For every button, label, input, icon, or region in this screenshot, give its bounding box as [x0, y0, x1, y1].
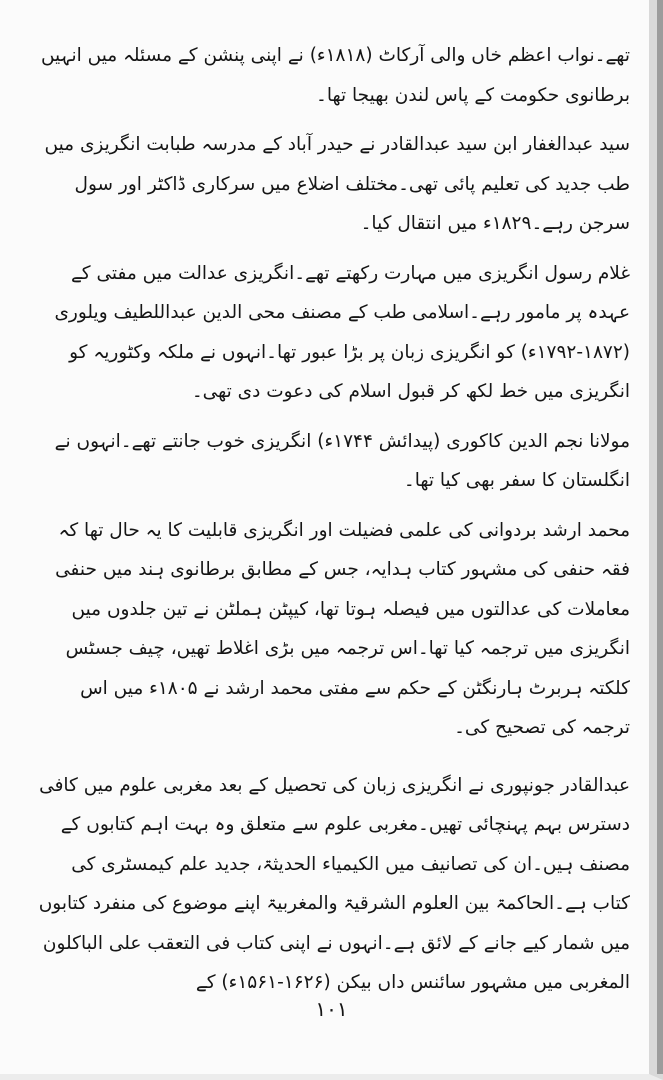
paragraph-nawab-azam-khan: تھے۔نواب اعظم خاں والی آرکاٹ (۱۸۱۸ء) نے اپنی پنشن کے مسئلہ میں انہیں برطانوی حکومت کے پاس لندن بھیجا تھا۔	[40, 45, 630, 106]
paragraph-abdul-qadir-jaunpuri: عبدالقادر جونپوری نے انگریزی زبان کی تحصیل کے بعد مغربی علوم میں کافی دسترس بہم پہنچائی تھیں۔مغربی علوم سے متعلق وہ بہت اہم کتابوں کے مصنف ہیں۔ان کی تصانیف میں الکیمیاء الحدیثۃ، جدید علم کیمسٹری کی کتاب ہے۔الحاکمۃ بین العلوم الشرقیۃ والمغربیۃ اپنے موضوع کی منفرد کتابوں میں شمار کیے جانے کے لائق ہے۔انہوں نے اپنی کتاب فی التعقب علی الباکلون المغربی میں مشہور سائنس داں بیکن (۱۶۲۶-۱۵۶۱ء) کے	[38, 774, 630, 993]
paragraph-muhammad-arshad-bardwani: محمد ارشد بردوانی کی علمی فضیلت اور انگریزی قابلیت کا یہ حال تھا کہ فقہ حنفی کی مشہور کتاب ہدایہ، جس کے مطابق برطانوی ہند میں حنفی معاملات کی عدالتوں میں فیصلہ ہوتا تھا، کیپٹن ہملٹن نے تین جلدوں میں انگریزی میں ترجمہ کیا تھا۔اس ترجمہ میں بڑی اغلاط تھیں، چیف جسٹس کلکتہ ہربرٹ ہارنگٹن کے حکم سے مفتی محمد ارشد نے ۱۸۰۵ء میں اس ترجمہ کی تصحیح کی۔	[55, 519, 630, 738]
paragraph-syed-abdul-ghaffar: سید عبدالغفار ابن سید عبدالقادر نے حیدر آباد کے مدرسہ طبابت انگریزی میں طب جدید کی تعلیم پائی تھی۔مختلف اضلاع میں سرکاری ڈاکٹر اور سول سرجن رہے۔۱۸۲۹ء میں انتقال کیا۔	[44, 134, 630, 234]
body-text	[30, 36, 630, 1021]
paragraph-najmuddin-kakori: مولانا نجم الدین کاکوری (پیدائش ۱۷۴۴ء) انگریزی خوب جانتے تھے۔انہوں نے انگلستان کا سفر بھی کیا تھا۔	[54, 430, 630, 491]
paragraph-ghulam-rasool: غلام رسول انگریزی میں مہارت رکھتے تھے۔انگریزی عدالت میں مفتی کے عہدہ پر مامور رہے۔اسلامی طب کے مصنف محی الدین عبداللطیف ویلوری (۱۸۷۲-۱۷۹۲ء) کو انگریزی زبان پر بڑا عبور تھا۔انہوں نے ملکہ وکٹوریہ کو انگریزی میں خط لکھ کر قبول اسلام کی دعوت دی تھی۔	[54, 262, 630, 402]
page-number: ۱۰۱	[315, 997, 348, 1021]
